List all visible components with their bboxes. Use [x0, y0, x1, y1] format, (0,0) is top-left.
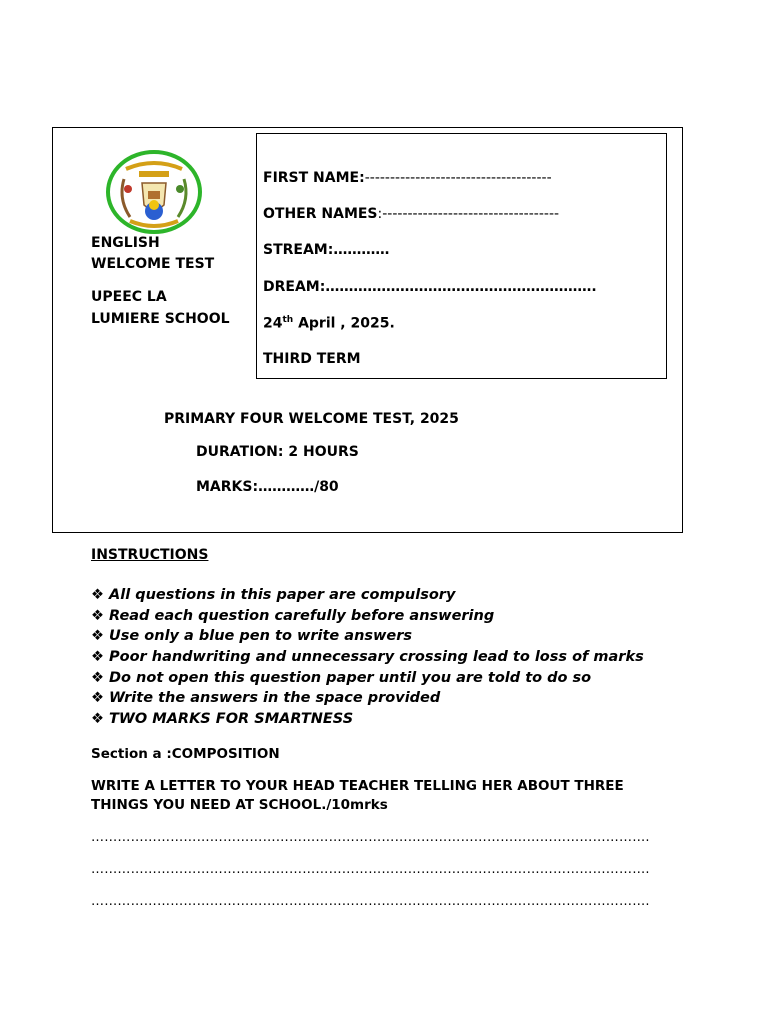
diamond-bullet-icon: ❖ [91, 669, 104, 686]
question-line-1: WRITE A LETTER TO YOUR HEAD TEACHER TELLING HER ABOUT THREE [91, 778, 624, 794]
coat-of-arms-logo [104, 149, 204, 235]
dream-blank: …………………………………………………. [325, 279, 597, 295]
diamond-bullet-icon: ❖ [91, 587, 104, 603]
stream-label: STREAM: [263, 242, 334, 258]
instruction-item: ❖ Read each question carefully before answering [91, 607, 495, 624]
stream-blank: ………… [333, 242, 390, 258]
subject-line-2: WELCOME TEST [91, 256, 215, 272]
instruction-item: ❖ Poor handwriting and unnecessary crossing lead to loss of marks [91, 649, 644, 666]
answer-line: ………………………………………………………………………………………………………………. [91, 862, 650, 877]
instruction-item: ❖ All questions in this paper are compulsory [91, 587, 456, 603]
other-names-label: OTHER NAMES [263, 206, 378, 222]
first-name-row [263, 170, 552, 186]
term-label: THIRD TERM [263, 351, 361, 367]
diamond-bullet-icon: ❖ [91, 607, 104, 624]
instruction-item: ❖ TWO MARKS FOR SMARTNESS [91, 711, 354, 728]
diamond-bullet-icon: ❖ [91, 649, 104, 666]
dream-label: DREAM: [263, 279, 326, 295]
dream-row [263, 279, 597, 295]
diamond-bullet-icon: ❖ [91, 628, 104, 645]
instruction-item: ❖ Do not open this question paper until you are told to do so [91, 669, 592, 686]
first-name-label: FIRST NAME: [263, 170, 365, 186]
first-name-blank: ------------------------------------- [364, 170, 552, 186]
subject-line-1: ENGLISH [91, 235, 160, 251]
instructions-title: INSTRUCTIONS [91, 547, 209, 563]
date-rest: April , 2025. [293, 315, 395, 332]
question-line-2: THINGS YOU NEED AT SCHOOL./10mrks [91, 797, 388, 813]
section-a-heading: Section a :COMPOSITION [91, 746, 280, 762]
test-title: PRIMARY FOUR WELCOME TEST, 2025 [164, 411, 459, 427]
other-names-blank: :----------------------------------- [377, 206, 560, 222]
date-suffix: th [282, 315, 294, 325]
school-line-1: UPEEC LA [91, 289, 167, 305]
answer-line: ………………………………………………………………………………………………………………. [91, 830, 650, 845]
date-row [263, 315, 395, 332]
instructions-list [91, 587, 644, 732]
duration: DURATION: 2 HOURS [196, 444, 359, 460]
diamond-bullet-icon: ❖ [91, 690, 104, 707]
other-names-row [263, 206, 559, 222]
instruction-item: ❖ Write the answers in the space provided [91, 690, 441, 707]
marks: MARKS:…………/80 [196, 479, 339, 495]
date-day: 24 [263, 315, 283, 332]
school-line-2: LUMIERE SCHOOL [91, 311, 230, 327]
diamond-bullet-icon: ❖ [91, 711, 104, 728]
answer-line: ………………………………………………………………………………………………………………. [91, 894, 650, 909]
instruction-item: ❖ Use only a blue pen to write answers [91, 628, 413, 645]
stream-row [263, 242, 389, 258]
